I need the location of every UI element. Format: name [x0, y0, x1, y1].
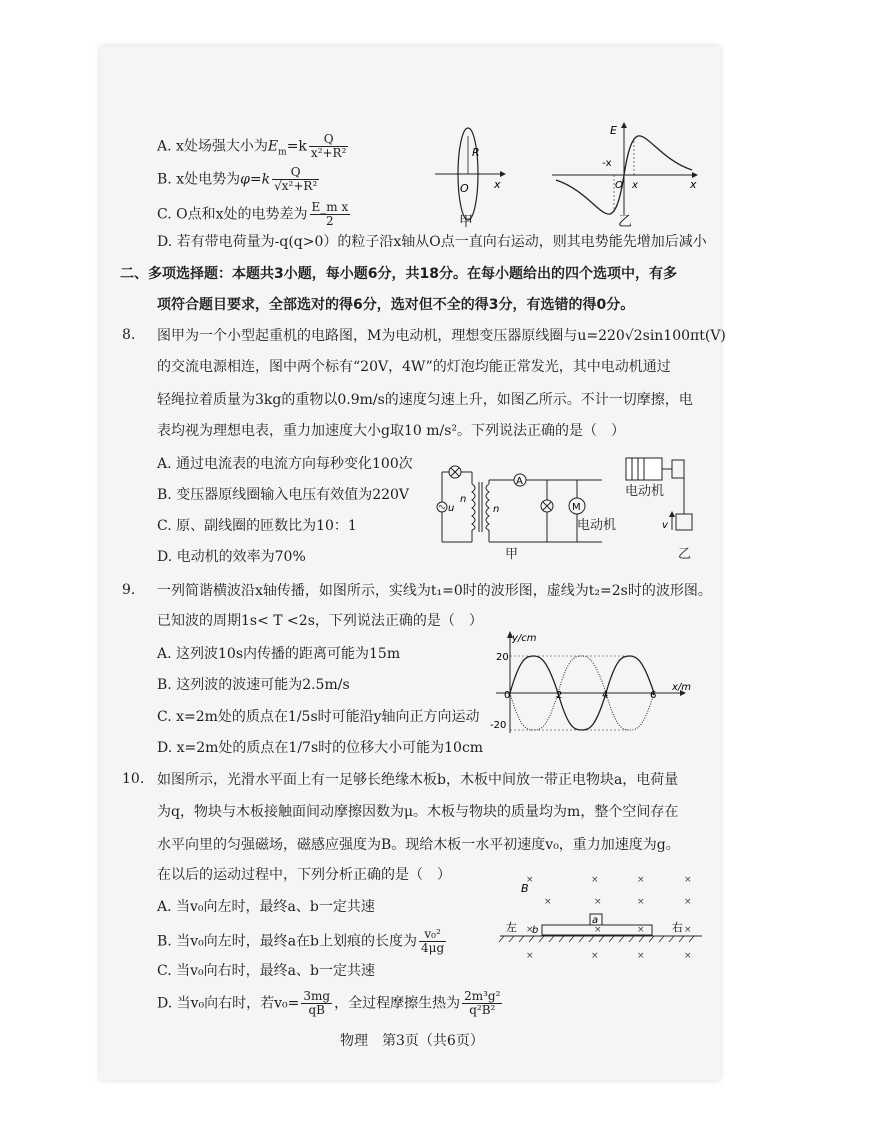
q7-fig-yi-label: 乙 [618, 214, 632, 230]
q8-option-c: C. 原、副线圈的匝数比为10：1 [157, 518, 357, 534]
q10-text-line4: 在以后的运动过程中，下列分析正确的是（ ） [157, 867, 451, 883]
q8-motor-label-jia: 电动机 [577, 518, 617, 533]
primary-coil-label: n [460, 494, 467, 505]
q8-circuit-diagram [432, 462, 632, 552]
q8-option-b: B. 变压器原线圈输入电压有效值为220V [157, 487, 410, 503]
svg-text:×: × [591, 951, 599, 961]
section2-heading-line1: 二、多项选择题：本题共3小题，每小题6分，共18分。在每小题给出的四个选项中，有多 [120, 266, 677, 282]
y-tick-top: 20 [496, 652, 509, 663]
svg-text:E: E [610, 124, 617, 137]
board-b-label: b [532, 925, 539, 936]
block-a-label: a [592, 915, 599, 926]
q7-option-c: C. O点和x处的电势差为 $\frac{\text{E\_m x}}{2}$ [157, 200, 349, 228]
q9-text-line2: 已知波的周期1s< T <2s，下列说法正确的是（ ） [157, 613, 483, 629]
svg-text:×: × [526, 875, 534, 885]
q10-option-b: B. 当v₀向左时，最终a在b上划痕的长度为 $\frac{\text{v₀²}}{4\mu g}$ [157, 927, 445, 955]
q8-motor-label-yi: 电动机 [625, 484, 665, 499]
q9-option-a: A. 这列波10s内传播的距离可能为15m [157, 646, 401, 662]
q9-text-line1: 一列简谐横波沿x轴传播，如图所示，实线为t₁=0时的波形图，虚线为t₂=2s时的波形图。 [157, 583, 712, 599]
right-direction-label: 右 [672, 921, 683, 934]
q8-text-line4: 表均视为理想电表，重力加速度大小g取10 m/s²。下列说法正确的是（ ） [157, 423, 626, 439]
svg-text:O: O [460, 182, 469, 195]
velocity-label: v [662, 520, 668, 531]
svg-text:×: × [684, 897, 692, 907]
q8-text-line2: 的交流电源相连，图中两个标有“20V，4W”的灯泡均能正常发光，其中电动机通过 [157, 359, 671, 375]
q7-fig-jia-label: 甲 [459, 214, 473, 230]
svg-text:O: O [615, 180, 623, 191]
svg-text:x: x [494, 178, 501, 191]
voltage-source-label: u [448, 503, 455, 514]
q7-option-b: B. x处电势为φ=k $\frac{Q}{\text{√x²+R²}}$ [157, 165, 318, 193]
svg-text:x: x [690, 178, 697, 191]
q10-option-a: A. 当v₀向左时，最终a、b一定共速 [157, 899, 375, 915]
secondary-coil-label: n [493, 504, 500, 515]
x-axis-label: x/m [672, 682, 692, 693]
q9-number: 9. [122, 582, 136, 598]
page-footer: 物理 第3页（共6页） [340, 1033, 484, 1049]
left-direction-label: 左 [506, 921, 517, 934]
q10-magnetic-field-diagram [494, 870, 709, 965]
e-x-graph [552, 120, 702, 220]
q9-wave-graph [488, 628, 703, 738]
svg-text:×: × [594, 897, 602, 907]
q9-option-c: C. x=2m处的质点在1/5s时可能沿y轴向正方向运动 [157, 709, 480, 725]
svg-text:×: × [684, 951, 692, 961]
q7-option-d: D. 若有带电荷量为-q(q>0）的粒子沿x轴从O点一直向右运动，则其电势能先增加后减小 [157, 234, 707, 250]
ring-figure [430, 122, 510, 222]
q10-text-line3: 水平向里的匀强磁场，磁感应强度为B。现给木板一水平初速度v₀，重力加速度为g。 [157, 837, 680, 853]
q10-text-line2: 为q，物块与木板接触面间动摩擦因数为μ。木板与物块的质量均为m，整个空间存在 [157, 804, 679, 820]
x-tick-4: 4 [602, 690, 609, 701]
svg-text:×: × [526, 951, 534, 961]
q10-text-line1: 如图所示，光滑水平面上有一足够长绝缘木板b，木板中间放一带正电物块a，电荷量 [157, 772, 679, 788]
svg-text:x: x [632, 180, 638, 191]
svg-text:×: × [684, 875, 692, 885]
svg-text:×: × [526, 925, 534, 935]
field-B-label: B [521, 882, 529, 895]
x-tick-0: 0 [504, 690, 511, 701]
svg-text:-x: -x [602, 158, 612, 169]
q8-text-line1: 图甲为一个小型起重机的电路图，M为电动机，理想变压器原线圈与u=220√2sin100πt(V) [157, 328, 726, 344]
x-tick-2: 2 [556, 690, 563, 701]
svg-text:×: × [637, 875, 645, 885]
q8-text-line3: 轻绳拉着质量为3kg的重物以0.9m/s的速度匀速上升，如图乙所示。不计一切摩擦，电 [157, 392, 693, 408]
svg-text:×: × [684, 925, 692, 935]
q9-option-d: D. x=2m处的质点在1/7s时的位移大小可能为10cm [157, 740, 484, 756]
q8-fig-yi-label: 乙 [678, 547, 692, 562]
ammeter-label: A [516, 476, 523, 487]
x-tick-6: 6 [650, 690, 657, 701]
svg-text:×: × [637, 951, 645, 961]
svg-text:×: × [544, 897, 552, 907]
q8-number: 8. [122, 327, 136, 343]
q10-number: 10. [122, 771, 145, 787]
q8-fig-jia-label: 甲 [505, 547, 519, 562]
section2-heading-line2: 项符合题目要求，全部选对的得6分，选对但不全的得3分，有选错的得0分。 [157, 297, 635, 313]
q8-option-d: D. 电动机的效率为70% [157, 549, 306, 565]
y-axis-label: y/cm [512, 633, 537, 644]
svg-text:R: R [472, 146, 480, 159]
y-tick-bottom: -20 [490, 720, 507, 731]
svg-text:×: × [637, 897, 645, 907]
q9-option-b: B. 这列波的波速可能为2.5m/s [157, 677, 350, 693]
motor-symbol-label: M [572, 502, 581, 513]
q10-option-c: C. 当v₀向右时，最终a、b一定共速 [157, 963, 375, 979]
svg-text:×: × [637, 925, 645, 935]
svg-text:×: × [594, 925, 602, 935]
q10-option-d: D. 当v₀向右时，若v₀= $\frac{3mg}{qB}$ ，全过程摩擦生热为 $\frac{\text{2m³g²}}{\text{q²B²}}$ [157, 989, 501, 1017]
svg-text:×: × [591, 875, 599, 885]
q7-option-a: A. x处场强大小为$E_m=k$ $\frac{Q}{\text{x²+R²}}$ [157, 132, 347, 160]
q8-option-a: A. 通过电流表的电流方向每秒变化100次 [157, 456, 413, 472]
